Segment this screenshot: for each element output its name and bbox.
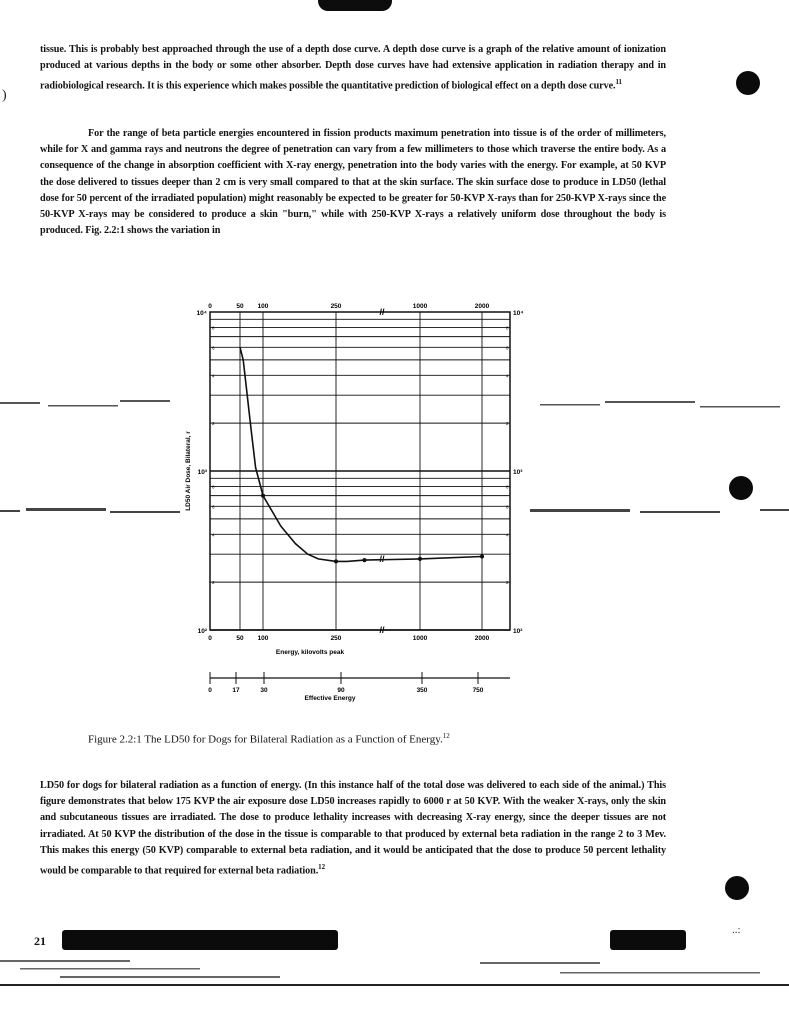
effective-energy-tick-label: 750: [472, 687, 484, 694]
y-minor-label-right: 2: [506, 580, 509, 586]
y-minor-label-right: 8: [506, 325, 509, 331]
x-tick-label-bottom: 0: [208, 635, 212, 642]
y-tick-label-right: 10⁴: [513, 310, 524, 317]
y-tick-label-left: 10²: [197, 628, 207, 635]
data-points: [261, 494, 484, 564]
data-point: [480, 554, 484, 558]
y-minor-label-left: 4: [212, 532, 215, 538]
ld50-curve-line: [240, 347, 482, 561]
y-minor-label-right: 8: [506, 484, 509, 490]
y-minor-label-right: 4: [506, 373, 509, 379]
x-tick-label-top: 2000: [474, 303, 490, 310]
data-point: [334, 559, 338, 563]
reference-superscript: 11: [615, 78, 622, 87]
y-minor-label-right: 2: [506, 421, 509, 427]
y-tick-label-right: 10²: [513, 628, 523, 635]
bottom-redaction-right: [610, 930, 686, 950]
caption-reference: 12: [442, 732, 450, 740]
top-redaction: [318, 0, 392, 11]
effective-energy-tick-label: 30: [260, 687, 268, 694]
axis-break-mark: //: [379, 625, 385, 635]
page-number: 21: [34, 934, 46, 948]
data-point: [418, 557, 422, 561]
paragraph-top: tissue. This is probably best approached through the use of a depth dose curve. A depth dose curve is a graph of the relative amount of ionization produced at various depths in the body or some other absorber. Depth dose curves have had extensive application in radiation therapy and in radiobiological research. It is this experience which makes possible the quantitative prediction of biological effect on a depth dose curve.$^{11}$: [40, 44, 666, 92]
effective-energy-tick-label: 0: [208, 687, 212, 694]
reference-superscript: 12: [318, 863, 325, 872]
data-point: [261, 494, 265, 498]
y-tick-label-right: 10³: [513, 469, 523, 476]
effective-energy-label: Effective Energy: [304, 695, 356, 702]
data-point: [362, 558, 366, 562]
chart-grid: [210, 312, 510, 630]
y-minor-label-right: 6: [506, 345, 509, 351]
punch-hole-top: [736, 71, 760, 95]
left-edge-mark: ): [2, 88, 7, 103]
figure-caption: Figure 2.2:1 The LD50 for Dogs for Bilateral Radiation as a Function of Energy.$^{12}$: [88, 732, 450, 746]
x-tick-label-bottom: 2000: [474, 635, 490, 642]
x-tick-label-top: 50: [236, 303, 244, 310]
effective-energy-ticks: [208, 672, 484, 694]
paragraph-bottom: LD50 for dogs for bilateral radiation as a function of energy. (In this instance half of the total dose was delivered to each side of the animal.) This figure demonstrates that below 175 KVP the air exposure dose LD50 increases rapidly to 6000 r at 50 KVP. With the weaker X-rays, only the skin and subcutaneous tissues are irradiated. The dose to produce lethality increases with decreasing X-ray energy, since the deeper tissues are not irradiated. At 50 KVP the distribution of the dose in the tissue is comparable to that produced by external beta radiation in the range 2 to 3 Mev. This makes this energy (50 KVP) comparable to external beta radiation, and it would be anticipated that the dose to produce 50 percent lethality would be comparable to that required for external beta radiation.$^{12}$: [40, 780, 666, 877]
margin-scribble: ..:: [732, 924, 741, 936]
chart-tick-labels: [197, 303, 524, 642]
axis-break-mark: //: [379, 307, 385, 317]
y-minor-label-left: 2: [212, 421, 215, 427]
effective-energy-tick-label: 17: [232, 687, 240, 694]
y-minor-label-left: 2: [212, 580, 215, 586]
y-minor-label-left: 6: [212, 345, 215, 351]
x-tick-label-top: 100: [257, 303, 269, 310]
effective-energy-tick-label: 90: [337, 687, 345, 694]
effective-energy-tick-label: 350: [416, 687, 428, 694]
y-minor-label-right: 4: [506, 532, 509, 538]
x-tick-label-bottom: 100: [257, 635, 269, 642]
punch-hole-bottom: [725, 876, 749, 900]
punch-hole-middle: [729, 476, 753, 500]
y-minor-label-left: 6: [212, 504, 215, 510]
y-minor-label-left: 8: [212, 484, 215, 490]
paragraph-middle: For the range of beta particle energies encountered in fission products maximum penetration into tissue is of the order of millimeters, while for X and gamma rays and neutrons the degree of penetration can vary from a few millimeters to those which traverse the entire body. As a consequence of the change in absorption coefficient with X-ray energy, penetration into the body varies with the energy. For example, at 50 KVP the dose delivered to tissues deeper than 2 cm is very small compared to that at the skin surface. The skin surface dose to produce in LD50 (lethal dose for 50 percent of the irradiated population) might reasonably be expected to be greater for 50-KVP X-rays than for 250-KVP X-rays since the 50-KVP X-rays may be considered to produce a skin "burn," while with 250-KVP X-rays a relatively uniform dose throughout the body is produced. Fig. 2.2:1 shows the variation in: [40, 128, 666, 237]
x-tick-label-bottom: 50: [236, 635, 244, 642]
y-axis-label: LD50 Air Dose, Bilateral, r: [185, 431, 192, 511]
bottom-redaction-left: [62, 930, 338, 950]
x-tick-label-bottom: 1000: [412, 635, 428, 642]
page-bottom-line: [0, 984, 789, 986]
y-tick-label-left: 10⁴: [196, 310, 207, 317]
axis-break-mark: //: [379, 553, 385, 564]
y-minor-label-left: 8: [212, 325, 215, 331]
x-tick-label-top: 250: [330, 303, 342, 310]
x-tick-label-top: 1000: [412, 303, 428, 310]
x-axis-label: Energy, kilovolts peak: [275, 649, 345, 656]
y-minor-label-right: 6: [506, 504, 509, 510]
x-tick-label-bottom: 250: [330, 635, 342, 642]
scan-noise-band: [0, 952, 789, 984]
x-tick-label-top: 0: [208, 303, 212, 310]
y-tick-label-left: 10³: [197, 469, 207, 476]
y-minor-label-left: 4: [212, 373, 215, 379]
ld50-energy-chart: [170, 296, 550, 706]
